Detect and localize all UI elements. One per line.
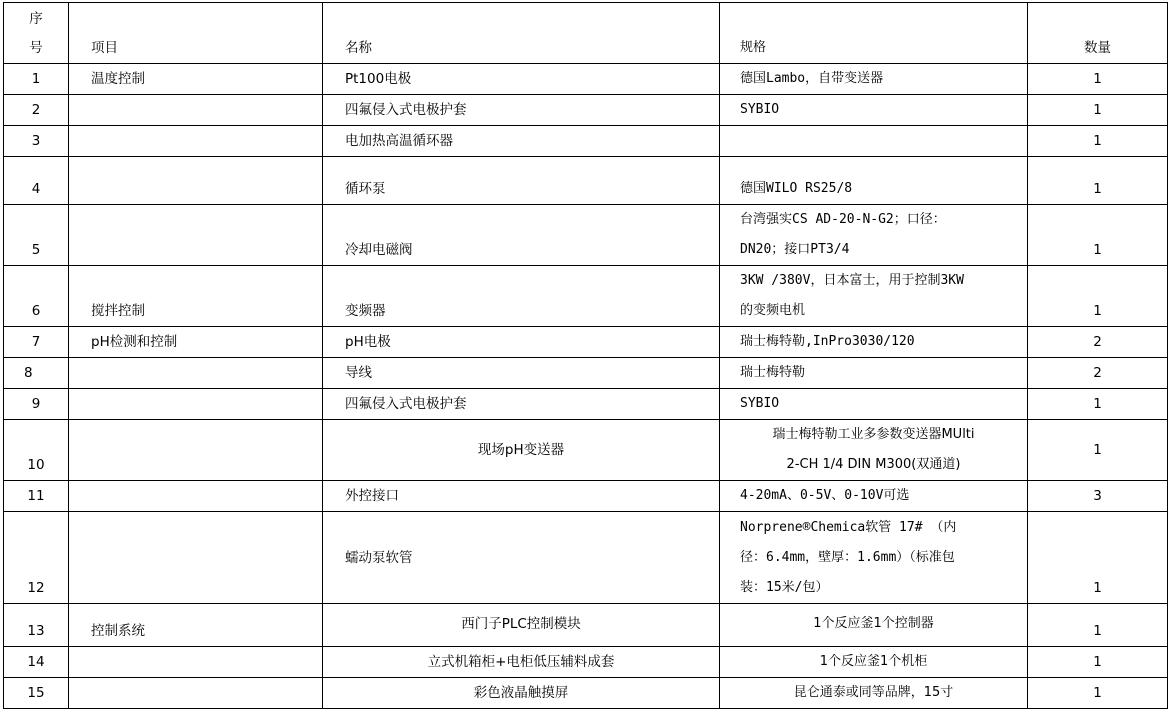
row-no: 6: [4, 266, 69, 327]
row-name: 冷却电磁阀: [323, 205, 720, 266]
row-name: pH电极: [323, 327, 720, 358]
row-name: 变频器: [323, 266, 720, 327]
row-no: 14: [4, 647, 69, 678]
row-name: 立式机箱柜+电柜低压辅料成套: [323, 647, 720, 678]
row-name: 现场pH变送器: [323, 420, 720, 481]
row-project: [69, 126, 323, 157]
row-name: 电加热高温循环器: [323, 126, 720, 157]
equipment-table: [3, 2, 1168, 709]
table-row: [4, 95, 1168, 126]
table-row: [4, 389, 1168, 420]
row-no: 13: [4, 604, 69, 647]
row-name: Pt100电极: [323, 64, 720, 95]
row-spec: 德国Lambo，自带变送器: [720, 64, 1028, 95]
row-no: 2: [4, 95, 69, 126]
row-no: 3: [4, 126, 69, 157]
row-qty: 1: [1028, 64, 1168, 95]
row-spec: 瑞士梅特勒,InPro3030/120: [720, 327, 1028, 358]
row-name: 蠕动泵软管: [323, 512, 720, 604]
row-no: 11: [4, 481, 69, 512]
row-qty: 1: [1028, 126, 1168, 157]
row-project: [69, 512, 323, 604]
row-spec: SYBIO: [720, 389, 1028, 420]
row-spec: 1个反应釜1个控制器: [720, 604, 1028, 647]
table-row: [4, 126, 1168, 157]
row-qty: 2: [1028, 327, 1168, 358]
row-no: 10: [4, 420, 69, 481]
row-no: 1: [4, 64, 69, 95]
row-qty: 1: [1028, 266, 1168, 327]
row-no: 7: [4, 327, 69, 358]
row-spec: 昆仑通泰或同等品牌，15寸: [720, 678, 1028, 709]
row-name: 西门子PLC控制模块: [323, 604, 720, 647]
row-qty: 1: [1028, 157, 1168, 205]
row-spec: [720, 126, 1028, 157]
table-row: [4, 647, 1168, 678]
row-project: 搅拌控制: [69, 266, 323, 327]
row-no: 12: [4, 512, 69, 604]
table-row: [4, 678, 1168, 709]
table-row: [4, 604, 1168, 647]
row-spec: SYBIO: [720, 95, 1028, 126]
header-row: [4, 3, 1168, 64]
row-name: 彩色液晶触摸屏: [323, 678, 720, 709]
header-qty: 数量: [1028, 3, 1168, 64]
row-project: 温度控制: [69, 64, 323, 95]
header-no-line1: 序: [29, 11, 43, 27]
row-no: 8: [4, 358, 69, 389]
row-project: [69, 205, 323, 266]
row-project: pH检测和控制: [69, 327, 323, 358]
table-row: [4, 266, 1168, 327]
row-project: 控制系统: [69, 604, 323, 647]
table-row: [4, 358, 1168, 389]
row-no: 15: [4, 678, 69, 709]
row-project: [69, 95, 323, 126]
row-spec: 瑞士梅特勒工业多参数变送器MUlti 2-CH 1/4 DIN M300(双通道): [720, 420, 1028, 481]
row-spec: 1个反应釜1个机柜: [720, 647, 1028, 678]
table-row: [4, 327, 1168, 358]
header-spec: 规格: [720, 3, 1028, 64]
row-name: 导线: [323, 358, 720, 389]
row-spec: 4-20mA、0-5V、0-10V可选: [720, 481, 1028, 512]
row-qty: 1: [1028, 512, 1168, 604]
row-qty: 1: [1028, 604, 1168, 647]
header-no: [4, 3, 69, 64]
row-spec: 瑞士梅特勒: [720, 358, 1028, 389]
row-qty: 1: [1028, 95, 1168, 126]
row-qty: 1: [1028, 678, 1168, 709]
header-no-line2: 号: [29, 40, 43, 56]
row-qty: 1: [1028, 389, 1168, 420]
row-name: 四氟侵入式电极护套: [323, 389, 720, 420]
row-qty: 2: [1028, 358, 1168, 389]
table-row: [4, 157, 1168, 205]
table-row: [4, 420, 1168, 481]
row-spec: 3KW /380V，日本富士，用于控制3KW 的变频电机: [720, 266, 1028, 327]
row-project: [69, 678, 323, 709]
row-project: [69, 389, 323, 420]
row-qty: 1: [1028, 647, 1168, 678]
table-row: [4, 205, 1168, 266]
row-name: 四氟侵入式电极护套: [323, 95, 720, 126]
row-spec: Norprene®Chemica软管 17# （内 径：6.4mm，壁厚：1.6mm）（标准包 装：15米/包）: [720, 512, 1028, 604]
row-no: 4: [4, 157, 69, 205]
row-name: 循环泵: [323, 157, 720, 205]
row-spec: 台湾强实CS AD-20-N-G2；口径： DN20；接口PT3/4: [720, 205, 1028, 266]
table-row: [4, 64, 1168, 95]
row-name: 外控接口: [323, 481, 720, 512]
row-no: 9: [4, 389, 69, 420]
row-qty: 1: [1028, 205, 1168, 266]
header-project: 项目: [69, 3, 323, 64]
row-spec: 德国WILO RS25/8: [720, 157, 1028, 205]
row-qty: 3: [1028, 481, 1168, 512]
row-project: [69, 420, 323, 481]
row-qty: 1: [1028, 420, 1168, 481]
header-name: 名称: [323, 3, 720, 64]
row-project: [69, 157, 323, 205]
row-no: 5: [4, 205, 69, 266]
table-row: [4, 512, 1168, 604]
table-row: [4, 481, 1168, 512]
row-project: [69, 481, 323, 512]
row-project: [69, 647, 323, 678]
row-project: [69, 358, 323, 389]
